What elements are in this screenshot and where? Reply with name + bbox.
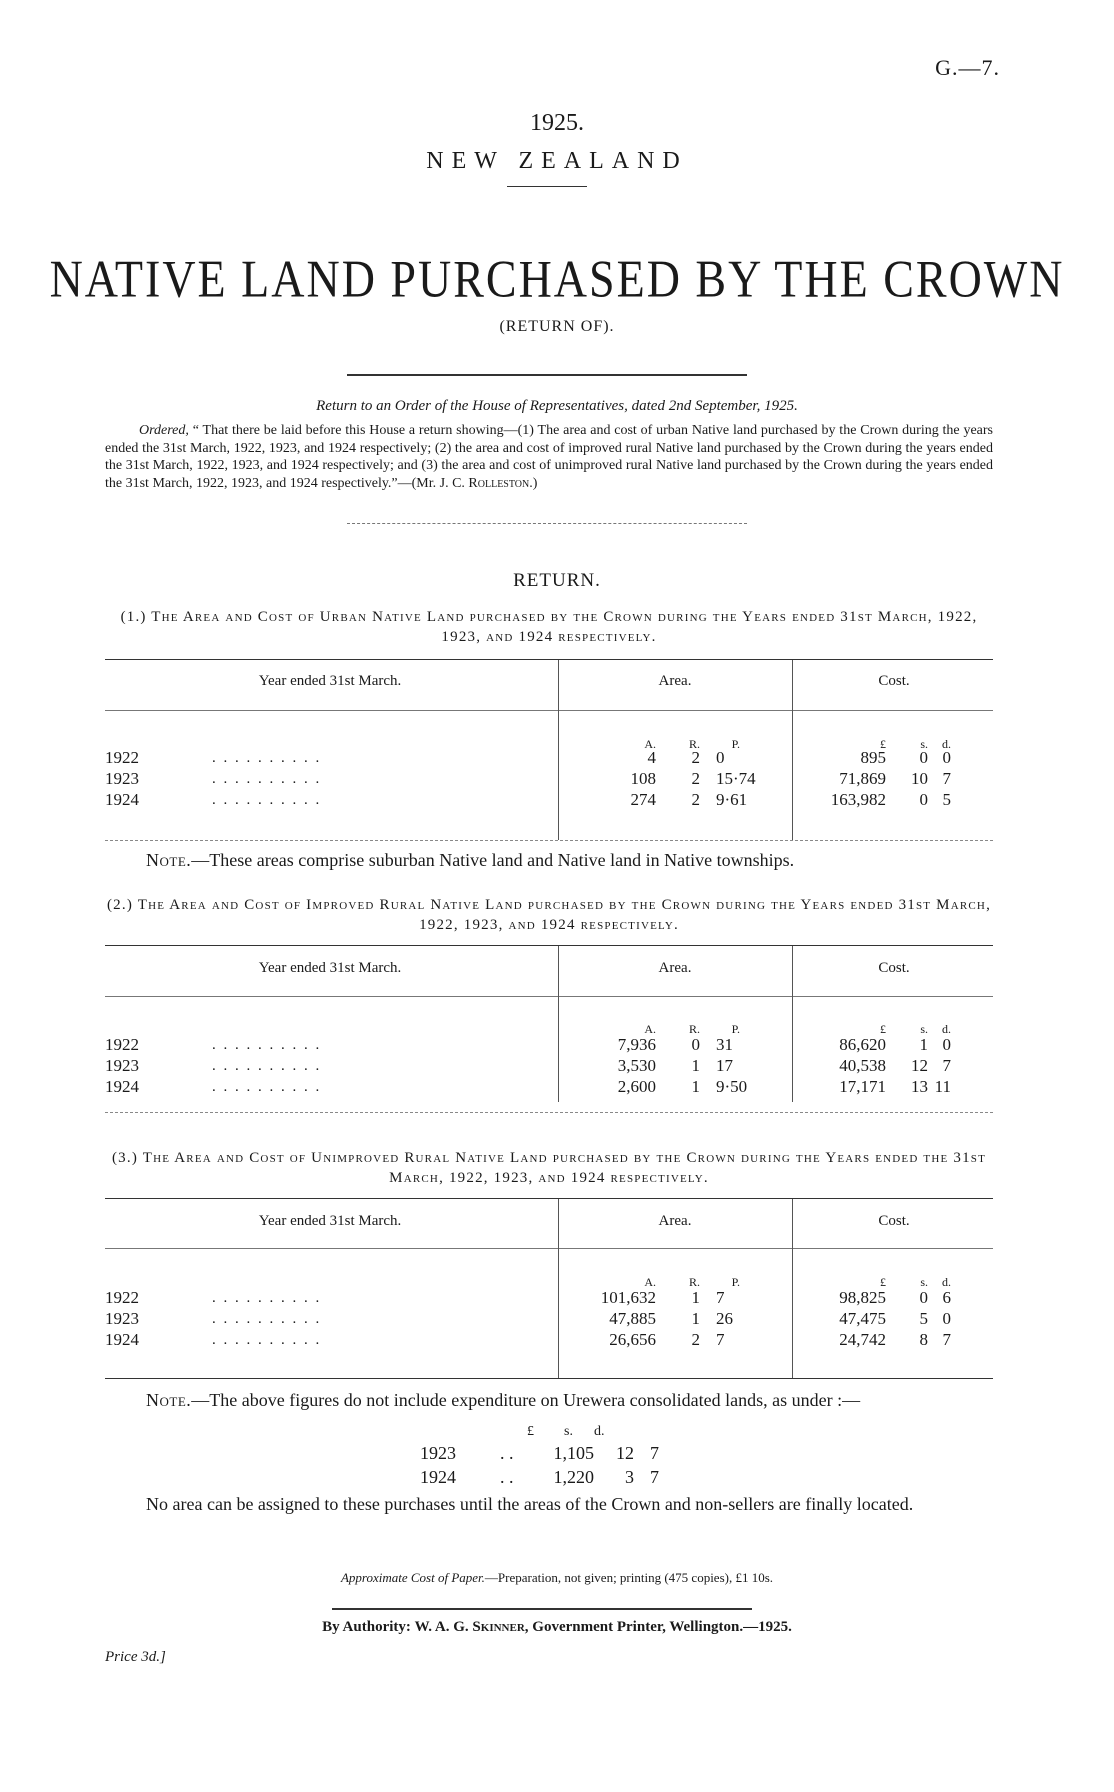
table-3-bottom-rule bbox=[105, 1378, 993, 1379]
authority-line: By Authority: W. A. G. Skinner, Government Printer, Wellington.—1925. bbox=[322, 1619, 792, 1635]
cell-r: 1 bbox=[691, 1077, 700, 1096]
cell-r: 2 bbox=[691, 748, 700, 767]
table-2-column-rule bbox=[558, 946, 559, 1102]
table-1-header-year: Year ended 31st March. bbox=[258, 673, 402, 689]
cell-r: 1 bbox=[691, 1288, 700, 1307]
unit-pence: d. bbox=[942, 1275, 951, 1289]
unit-pence: d. bbox=[942, 737, 951, 751]
section-3-title: (3.) The Area and Cost of Unimproved Rural Native Land purchased by the Crown during the Years ended the 31st March, 1922, 1923, and 1924 respectively. bbox=[111, 1150, 987, 1186]
leader-dots: . . . . . . . . . . bbox=[212, 1079, 322, 1095]
table-2-top-rule bbox=[105, 945, 993, 946]
cell-dots: . . bbox=[500, 1467, 514, 1487]
cell-s: 1 bbox=[919, 1035, 928, 1054]
unit-shillings: s. bbox=[564, 1424, 573, 1439]
cell-d: 5 bbox=[942, 790, 951, 809]
ordered-label: Ordered, bbox=[139, 423, 189, 438]
table-3-column-rule bbox=[792, 1199, 793, 1379]
unit-perches: P. bbox=[731, 1275, 740, 1289]
unit-roods: R. bbox=[688, 737, 700, 751]
cell-p: 15·74 bbox=[716, 769, 756, 788]
cell-year: 1923 bbox=[105, 1309, 139, 1328]
leader-dots: . . . . . . . . . . bbox=[212, 750, 322, 766]
cell-s: 3 bbox=[625, 1467, 634, 1487]
cell-a: 47,885 bbox=[609, 1309, 656, 1328]
cell-year: 1923 bbox=[420, 1443, 456, 1463]
unit-roods: R. bbox=[688, 1275, 700, 1289]
unit-acres: A. bbox=[644, 737, 656, 751]
unit-pence: d. bbox=[594, 1424, 605, 1439]
cell-s: 8 bbox=[919, 1330, 928, 1349]
cell-s: 5 bbox=[919, 1309, 928, 1328]
ordered-paragraph bbox=[105, 422, 993, 492]
cell-pounds: 98,825 bbox=[839, 1288, 886, 1307]
cell-dots: . . bbox=[500, 1443, 514, 1463]
leader-dots: . . . . . . . . . . bbox=[212, 1037, 322, 1053]
cell-a: 3,530 bbox=[617, 1056, 656, 1075]
unit-acres: A. bbox=[644, 1275, 656, 1289]
table-1-top-rule bbox=[105, 659, 993, 660]
final-note: Note.—The above figures do not include expenditure on Urewera consolidated lands, as under :— bbox=[146, 1390, 861, 1410]
cell-pounds: 895 bbox=[860, 748, 886, 767]
divider bbox=[347, 523, 747, 524]
table-3-header-rule bbox=[105, 1248, 993, 1249]
divider bbox=[507, 186, 587, 187]
cell-pounds: 86,620 bbox=[839, 1035, 886, 1054]
page-title: NATIVE LAND PURCHASED BY THE CROWN bbox=[49, 249, 1065, 308]
cell-r: 1 bbox=[691, 1309, 700, 1328]
return-heading: RETURN. bbox=[513, 570, 601, 591]
price-label: Price 3d.] bbox=[105, 1649, 166, 1665]
return-order-line: Return to an Order of the House of Representatives, dated 2nd September, 1925. bbox=[316, 398, 798, 414]
cell-p: 17 bbox=[716, 1056, 733, 1075]
table-2-column-rule bbox=[792, 946, 793, 1102]
unit-acres: A. bbox=[644, 1022, 656, 1036]
cell-pounds: 40,538 bbox=[839, 1056, 886, 1075]
table-1-bottom-rule bbox=[105, 840, 993, 841]
cell-year: 1924 bbox=[105, 790, 139, 809]
cell-pounds: 1,220 bbox=[553, 1467, 594, 1487]
leader-dots: . . . . . . . . . . bbox=[212, 792, 322, 808]
table-2-header-rule bbox=[105, 996, 993, 997]
cell-year: 1923 bbox=[105, 1056, 139, 1075]
cell-p: 26 bbox=[716, 1309, 733, 1328]
cell-p: 31 bbox=[716, 1035, 733, 1054]
cell-d: 7 bbox=[650, 1443, 659, 1463]
cell-pounds: 1,105 bbox=[553, 1443, 594, 1463]
paper-cost-line: Approximate Cost of Paper.—Preparation, not given; printing (475 copies), £1 10s. bbox=[340, 1570, 774, 1585]
unit-pounds: £ bbox=[880, 1022, 886, 1036]
cell-r: 2 bbox=[691, 769, 700, 788]
table-3-column-rule bbox=[558, 1199, 559, 1379]
unit-pounds: £ bbox=[880, 1275, 886, 1289]
leader-dots: . . . . . . . . . . bbox=[212, 1290, 322, 1306]
ordered-end: .) bbox=[529, 475, 538, 491]
unit-shillings: s. bbox=[920, 1275, 928, 1289]
table-2-header-area: Area. bbox=[658, 960, 692, 976]
cell-year: 1923 bbox=[105, 769, 139, 788]
table-3-header-cost: Cost. bbox=[878, 1213, 910, 1229]
cell-p: 9·61 bbox=[716, 790, 748, 809]
table-1-header-cost: Cost. bbox=[878, 673, 910, 689]
cell-a: 4 bbox=[647, 748, 656, 767]
cell-a: 101,632 bbox=[600, 1288, 656, 1307]
ordered-text: “ That there be laid before this House a return showing—(1) The area and cost of urban Native land purchased by the Crown during the years ended the 31st March, 1922, 1923, and 1924 respectively; (2) the area and cost of improved rural Native land purchased by the Crown during the years ended the 31st March, 1922, 1923, and 1924 respectively; and (3) the area and cost of unimproved rural Native land purchased by the Crown during the years ended the 31st March, 1922, 1923, and 1924 respectively.”—(Mr. J. C. bbox=[105, 423, 994, 491]
cell-year: 1924 bbox=[420, 1467, 456, 1487]
cell-p: 7 bbox=[716, 1330, 725, 1349]
cell-a: 26,656 bbox=[609, 1330, 656, 1349]
cell-r: 2 bbox=[691, 1330, 700, 1349]
table-2-bottom-rule bbox=[105, 1112, 993, 1113]
cell-r: 0 bbox=[691, 1035, 700, 1054]
unit-pounds: £ bbox=[880, 737, 886, 751]
cell-year: 1924 bbox=[105, 1077, 139, 1096]
cell-r: 1 bbox=[691, 1056, 700, 1075]
section-1-note: Note.—These areas comprise suburban Native land and Native land in Native townships. bbox=[146, 850, 795, 870]
divider bbox=[347, 374, 747, 376]
cell-p: 9·50 bbox=[716, 1077, 748, 1096]
section-2-title: (2.) The Area and Cost of Improved Rural Native Land purchased by the Crown during the Years ended 31st March, 1922, 1923, and 1924 respectively. bbox=[106, 897, 992, 933]
leader-dots: . . . . . . . . . . bbox=[212, 771, 322, 787]
table-1-column-rule bbox=[558, 660, 559, 840]
cell-pounds: 71,869 bbox=[839, 769, 886, 788]
cell-p: 0 bbox=[716, 748, 725, 767]
cell-d: 0 bbox=[942, 1309, 951, 1328]
unit-shillings: s. bbox=[920, 1022, 928, 1036]
cell-s: 0 bbox=[919, 1288, 928, 1307]
cell-s: 0 bbox=[919, 790, 928, 809]
cell-d: 6 bbox=[942, 1288, 951, 1307]
cell-year: 1922 bbox=[105, 1288, 139, 1307]
document-year: 1925. bbox=[530, 110, 584, 136]
cell-a: 108 bbox=[630, 769, 656, 788]
unit-pounds: £ bbox=[527, 1424, 534, 1439]
closing-note: No area can be assigned to these purchases until the areas of the Crown and non-sellers are finally located. bbox=[146, 1494, 914, 1514]
cell-pounds: 17,171 bbox=[839, 1077, 886, 1096]
ordered-name: Rolleston bbox=[468, 475, 530, 491]
cell-r: 2 bbox=[691, 790, 700, 809]
table-2-header-year: Year ended 31st March. bbox=[258, 960, 402, 976]
cell-d: 0 bbox=[942, 1035, 951, 1054]
unit-pence: d. bbox=[942, 1022, 951, 1036]
cell-a: 274 bbox=[630, 790, 656, 809]
table-1-header-area: Area. bbox=[658, 673, 692, 689]
table-3-header-area: Area. bbox=[658, 1213, 692, 1229]
table-1-header-rule bbox=[105, 710, 993, 711]
cell-a: 7,936 bbox=[617, 1035, 656, 1054]
table-1-column-rule bbox=[792, 660, 793, 840]
cell-s: 12 bbox=[911, 1056, 928, 1075]
leader-dots: . . . . . . . . . . bbox=[212, 1058, 322, 1074]
cell-d: 7 bbox=[942, 769, 951, 788]
cell-s: 13 bbox=[911, 1077, 928, 1096]
cell-s: 12 bbox=[616, 1443, 634, 1463]
cell-pounds: 47,475 bbox=[839, 1309, 886, 1328]
cell-p: 7 bbox=[716, 1288, 725, 1307]
cell-year: 1922 bbox=[105, 748, 139, 767]
cell-year: 1924 bbox=[105, 1330, 139, 1349]
unit-shillings: s. bbox=[920, 737, 928, 751]
table-2-header-cost: Cost. bbox=[878, 960, 910, 976]
leader-dots: . . . . . . . . . . bbox=[212, 1311, 322, 1327]
unit-perches: P. bbox=[731, 737, 740, 751]
cell-pounds: 163,982 bbox=[830, 790, 886, 809]
cell-d: 7 bbox=[942, 1056, 951, 1075]
table-3-header-year: Year ended 31st March. bbox=[258, 1213, 402, 1229]
divider bbox=[332, 1608, 752, 1610]
cell-d: 7 bbox=[942, 1330, 951, 1349]
unit-roods: R. bbox=[688, 1022, 700, 1036]
page-subtitle: (RETURN OF). bbox=[499, 318, 615, 335]
cell-d: 0 bbox=[942, 748, 951, 767]
cell-d: 7 bbox=[650, 1467, 659, 1487]
cell-pounds: 24,742 bbox=[839, 1330, 886, 1349]
leader-dots: . . . . . . . . . . bbox=[212, 1332, 322, 1348]
country-heading: NEW ZEALAND bbox=[426, 148, 688, 174]
cell-s: 10 bbox=[911, 769, 928, 788]
section-1-title: (1.) The Area and Cost of Urban Native Land purchased by the Crown during the Years ended 31st March, 1922, 1923, and 1924 respectively. bbox=[120, 609, 978, 645]
unit-perches: P. bbox=[731, 1022, 740, 1036]
cell-s: 0 bbox=[919, 748, 928, 767]
cell-d: 11 bbox=[934, 1077, 951, 1096]
cell-year: 1922 bbox=[105, 1035, 139, 1054]
cell-a: 2,600 bbox=[617, 1077, 656, 1096]
document-reference: G.—7. bbox=[935, 55, 1000, 80]
table-3-top-rule bbox=[105, 1198, 993, 1199]
